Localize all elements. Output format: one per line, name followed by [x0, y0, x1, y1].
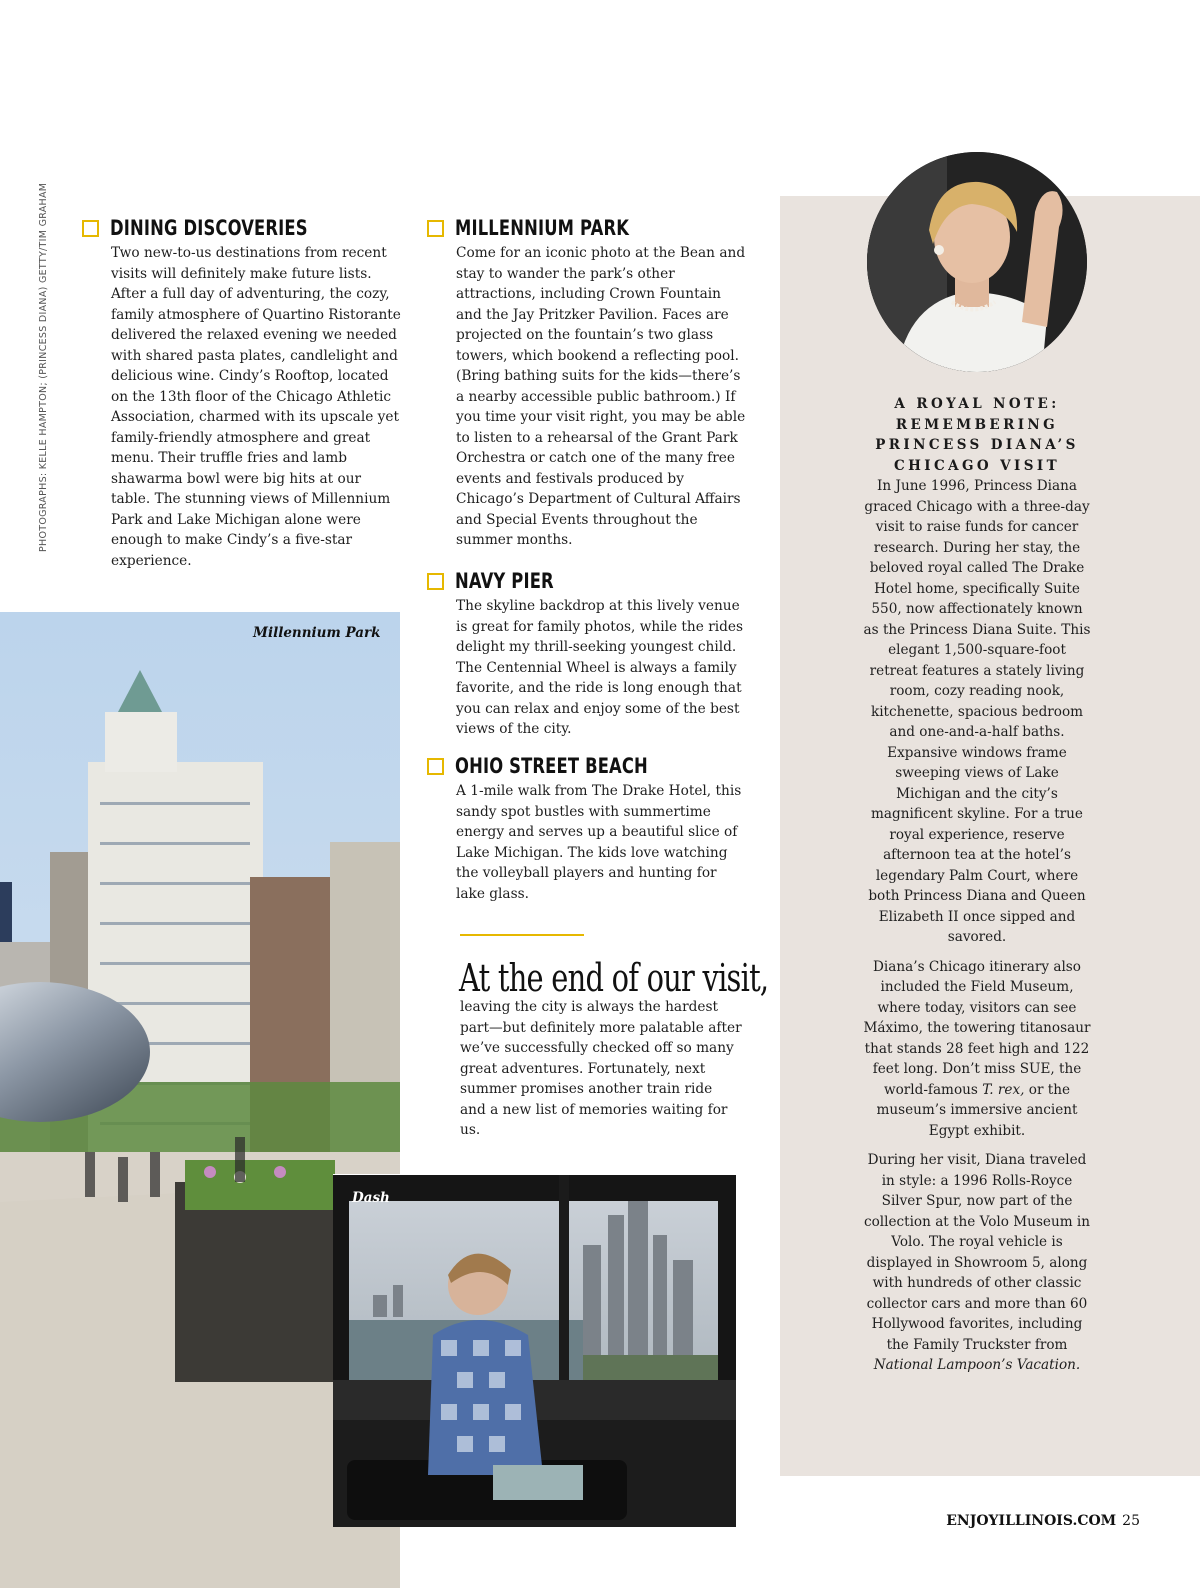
- section-ohio-street-beach-title: OHIO STREET BEACH: [455, 754, 648, 778]
- sidebar-paragraph-3-text: During her visit, Diana traveled in style: a 1996 Rolls-Royce Silver Spur, now part of the collection at the Volo Museum in Volo. The royal vehicle is displayed in Showroom 5, along with hundreds of other classic collector cars and more than 60 Hollywood favorites, including the Family Truckster from: [863, 1152, 1091, 1353]
- section-dining: [82, 214, 402, 571]
- section-millennium-park: [427, 214, 747, 551]
- closing-heading: At the end of our visit,: [459, 956, 769, 1000]
- checkbox-icon: [82, 220, 99, 237]
- checkbox-icon: [427, 758, 444, 775]
- sidebar-paragraph-3-italic: National Lampoon’s Vacation.: [873, 1357, 1081, 1373]
- photo-credit-text: PHOTOGRAPHS: KELLE HAMPTON; (PRINCESS DIANA) GETTY/TIM GRAHAM: [38, 182, 49, 552]
- sidebar-paragraph-2-text-end: or the museum’s immersive ancient Egypt exhibit.: [876, 1081, 1078, 1139]
- section-ohio-street-beach: [427, 752, 747, 904]
- yellow-divider: [460, 934, 584, 936]
- sidebar-heading-line: CHICAGO VISIT: [893, 457, 1061, 474]
- caption-millennium-park: Millennium Park: [253, 625, 381, 641]
- sidebar-heading-line: A ROYAL NOTE:: [894, 396, 1060, 412]
- section-dining-header: [82, 214, 402, 242]
- sidebar-paragraph-1: In June 1996, Princess Diana graced Chicago with a three-day visit to raise funds for cancer research. During her stay, the beloved royal called The Drake Hotel home, specifically Suite 550, now affectionately known as the Princess Diana Suite. This elegant 1,500-square-foot retreat features a stately living room, cozy reading nook, kitchenette, spacious bedroom and one-and-a-half baths. Expansive windows frame sweeping views of Lake Michigan and the city’s magnificent skyline. For a true royal experience, reserve afternoon tea at the hotel’s legendary Palm Court, where both Princess Diana and Queen Elizabeth II once sipped and savored.: [863, 478, 1091, 945]
- sidebar-paragraph-2-italic: T. rex,: [982, 1081, 1025, 1098]
- sidebar-heading-line: PRINCESS DIANA’S: [875, 437, 1079, 453]
- footer-site: ENJOYILLINOIS.COM: [946, 1513, 1117, 1529]
- checkbox-icon: [427, 573, 444, 590]
- section-ohio-street-beach-header: [427, 752, 747, 780]
- section-ohio-street-beach-body: A 1-mile walk from The Drake Hotel, this sandy spot bustles with summertime energy and serves up a beautiful slice of Lake Michigan. The kids love watching the volleyball players and hunting for lake glass.: [456, 783, 742, 902]
- section-navy-pier-body: The skyline backdrop at this lively venue is great for family photos, while the rides delight my thrill-seeking youngest child. The Centennial Wheel is always a family favorite, and the ride is long enough that you can relax and enjoy some of the best views of the city.: [456, 598, 744, 737]
- section-millennium-park-header: [427, 214, 747, 242]
- closing-body: leaving the city is always the hardest part—but definitely more palatable after we’ve successfully checked off so many great adventures. Fortunately, next summer promises another train ride and a new list of memories waiting for us.: [460, 999, 742, 1138]
- photo-credit: [38, 182, 52, 552]
- sidebar-heading: [862, 394, 1092, 476]
- section-navy-pier-header: [427, 567, 747, 595]
- section-dining-title: DINING DISCOVERIES: [110, 216, 308, 240]
- section-navy-pier-title: NAVY PIER: [455, 569, 554, 593]
- sidebar-paragraph-3: [862, 1150, 1092, 1376]
- page-number: 25: [1122, 1513, 1140, 1529]
- sidebar-paragraph-2: [862, 957, 1092, 1142]
- section-millennium-park-title: MILLENNIUM PARK: [455, 216, 630, 240]
- section-navy-pier: [427, 567, 747, 740]
- princess-diana-portrait: [867, 152, 1087, 372]
- page-footer: [946, 1513, 1140, 1529]
- caption-dash: Dash: [352, 1190, 390, 1206]
- checkbox-icon: [427, 220, 444, 237]
- section-dining-body: Two new-to-us destinations from recent visits will definitely make future lists. After a full day of adventuring, the cozy, family atmosphere of Quartino Ristorante delivered the relaxed evening we needed with shared pasta plates, candlelight and delicious wine. Cindy’s Rooftop, located on the 13th floor of the Chicago Athletic Association, charmed with its upscale yet family-friendly atmosphere and great menu. Their truffle fries and lamb shawarma bowl were big hits at our table. The stunning views of Millennium Park and Lake Michigan alone were enough to make Cindy’s a five-star experience.: [111, 245, 401, 569]
- section-millennium-park-body: Come for an iconic photo at the Bean and stay to wander the park’s other attractions, including Crown Fountain and the Jay Pritzker Pavilion. Faces are projected on the fountain’s two glass towers, which bookend a reflecting pool. (Bring bathing suits for the kids—there’s a nearby accessible public bathroom.) If you time your visit right, you may be able to listen to a rehearsal of the Grant Park Orchestra or catch one of the many free events and festivals produced by Chicago’s Department of Cultural Affairs and Special Events throughout the summer months.: [456, 245, 746, 548]
- dash-photo: [333, 1174, 736, 1527]
- sidebar-paragraph-2-text: Diana’s Chicago itinerary also included the Field Museum, where today, visitors can see Máximo, the towering titanosaur that stands 28 feet high and 122 feet long. Don’t miss SUE, the world-famous: [863, 958, 1091, 1098]
- sidebar-heading-line: REMEMBERING: [895, 416, 1059, 433]
- sidebar-body: [862, 476, 1092, 1385]
